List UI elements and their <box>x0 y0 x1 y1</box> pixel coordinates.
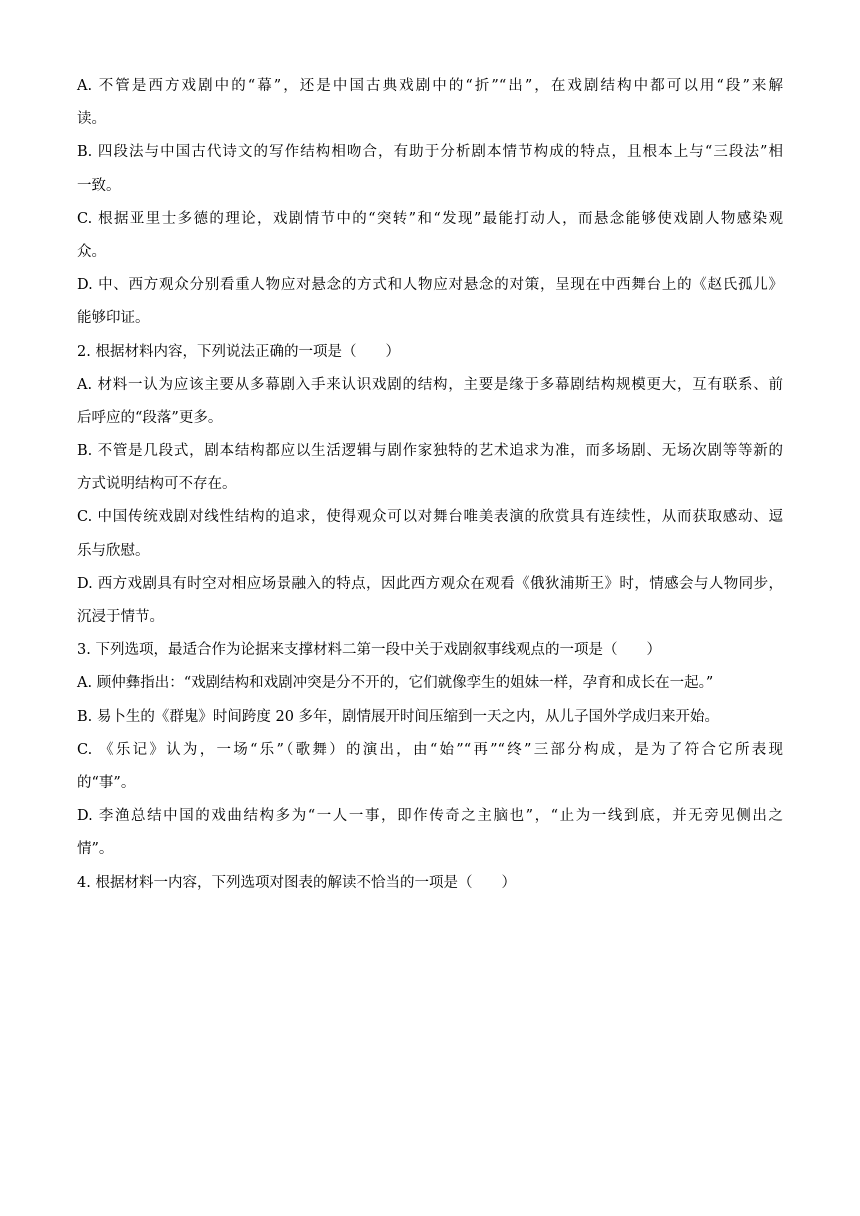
text-line: C. 《乐记》认为，一场“乐”（歌舞）的演出，由“始”“再”“终”三部分构成，是为了符合它所表现 <box>77 741 783 758</box>
question-text-body <box>77 70 783 900</box>
text-line: A. 材料一认为应该主要从多幕剧入手来认识戏剧的结构，主要是缘于多幕剧结构规模更大，互有联系、前 <box>77 376 783 393</box>
text-line: 情”。 <box>77 841 114 858</box>
text-line: A. 顾仲彝指出：“戏剧结构和戏剧冲突是分不开的，它们就像孪生的姐妹一样，孕育和成长在一起。” <box>77 675 714 692</box>
text-line: C. 中国传统戏剧对线性结构的追求，使得观众可以对舞台唯美表演的欣赏具有连续性，从而获取感动、逗 <box>77 509 783 526</box>
text-line: 3. 下列选项，最适合作为论据来支撑材料二第一段中关于戏剧叙事线观点的一项是（ ） <box>77 642 661 659</box>
text-line: 4. 根据材料一内容，下列选项对图表的解读不恰当的一项是（ ） <box>77 874 516 891</box>
text-line: C. 根据亚里士多德的理论，戏剧情节中的“突转”和“发现”最能打动人，而悬念能够使戏剧人物感染观 <box>77 210 783 227</box>
text-line: D. 中、西方观众分别看重人物应对悬念的方式和人物应对悬念的对策，呈现在中西舞台上的《赵氏孤儿》 <box>77 277 783 294</box>
text-line: 方式说明结构可不存在。 <box>77 476 237 493</box>
text-line: A. 不管是西方戏剧中的“幕”，还是中国古典戏剧中的“折”“出”，在戏剧结构中都可以用“段”来解 <box>77 78 783 94</box>
text-line: 众。 <box>77 243 106 260</box>
text-line: 沉浸于情节。 <box>77 609 164 625</box>
text-line: 的“事”。 <box>77 774 136 791</box>
text-line: 后呼应的“段落”更多。 <box>77 409 223 426</box>
text-line: B. 易卜生的《群鬼》时间跨度 20 多年，剧情展开时间压缩到一天之内，从儿子国外学成归来开始。 <box>77 708 720 725</box>
text-line: B. 四段法与中国古代诗文的写作结构相吻合，有助于分析剧本情节构成的特点，且根本上与“三段法”相 <box>77 144 783 161</box>
text-line: 2. 根据材料内容，下列说法正确的一项是（ ） <box>77 343 400 360</box>
text-line: B. 不管是几段式，剧本结构都应以生活逻辑与剧作家独特的艺术追求为准，而多场剧、无场次剧等等新的 <box>77 443 783 460</box>
text-line: D. 西方戏剧具有时空对相应场景融入的特点，因此西方观众在观看《俄狄浦斯王》时，情感会与人物同步， <box>77 575 783 592</box>
text-line: 一致。 <box>77 177 121 194</box>
text-line: D. 李渔总结中国的戏曲结构多为“一人一事，即作传奇之主脑也”，“止为一线到底，并无旁见侧出之 <box>77 808 783 825</box>
text-line: 乐与欣慰。 <box>77 542 150 559</box>
text-line: 能够印证。 <box>77 310 150 327</box>
text-line: 读。 <box>77 111 106 128</box>
